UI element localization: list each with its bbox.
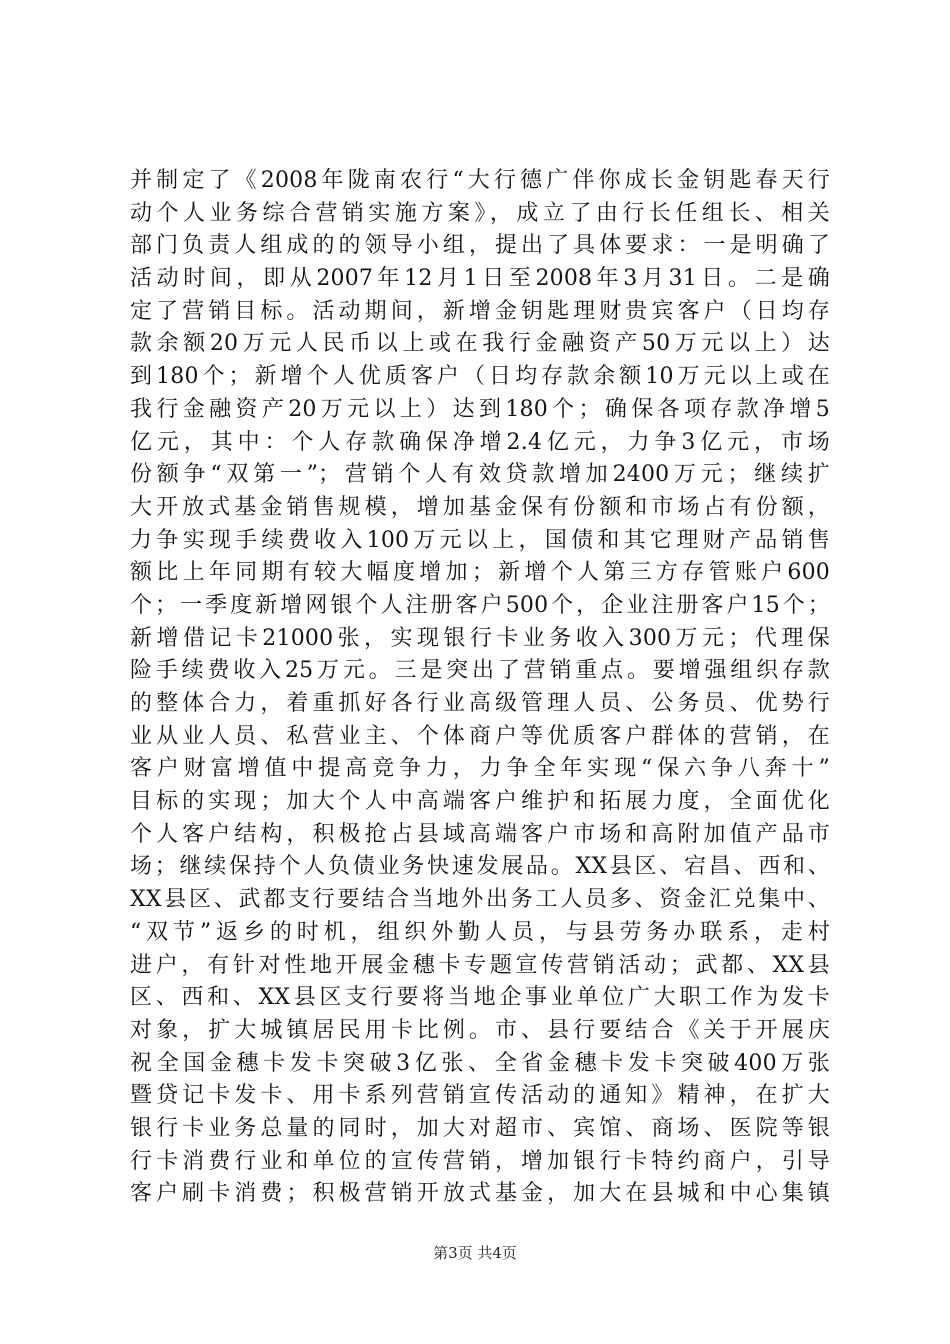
body-text — [130, 165, 830, 1211]
text-line: 客户刷卡消费；积极营销开放式基金，加大在县城和中心集镇 — [130, 1181, 830, 1207]
text-line: 个；一季度新增网银个人注册客户500个，企业注册客户15个； — [130, 592, 830, 618]
text-line: 并制定了《2008年陇南农行“大行德广伴你成长金钥匙春天行 — [130, 168, 830, 193]
text-line: 行卡消费行业和单位的宣传营销，增加银行卡特约商户，引导 — [130, 1148, 830, 1174]
text-line: 我行金融资产20万元以上）达到180个；确保各项存款净增5 — [130, 396, 830, 422]
text-line: 暨贷记卡发卡、用卡系列营销宣传活动的通知》精神，在扩大 — [130, 1083, 830, 1109]
text-line: 新增借记卡21000张，实现银行卡业务收入300万元；代理保 — [130, 625, 830, 651]
text-line: 大开放式基金销售规模，增加基金保有份额和市场占有份额， — [130, 494, 830, 520]
text-line: 定了营销目标。活动期间，新增金钥匙理财贵宾客户（日均存 — [130, 298, 830, 324]
text-line: 活动时间，即从2007年12月1日至2008年3月31日。二是确 — [130, 266, 830, 292]
text-line: 客户财富增值中提高竞争力，力争全年实现“保六争八奔十” — [130, 756, 830, 782]
text-line: 动个人业务综合营销实施方案》，成立了由行长任组长、相关 — [130, 200, 830, 226]
text-line: 进户，有针对性地开展金穗卡专题宣传营销活动；武都、XX县 — [130, 952, 830, 978]
text-line: 部门负责人组成的的领导小组，提出了具体要求：一是明确了 — [130, 233, 830, 259]
text-line: XX县区、武都支行要结合当地外出务工人员多、资金汇兑集中、 — [130, 887, 830, 913]
text-line: 力争实现手续费收入100万元以上，国债和其它理财产品销售 — [130, 527, 830, 553]
text-line: 目标的实现；加大个人中高端客户维护和拓展力度，全面优化 — [130, 789, 830, 815]
text-line: 个人客户结构，积极抢占县域高端客户市场和高附加值产品市 — [130, 821, 830, 847]
text-line: 份额争“双第一”；营销个人有效贷款增加2400万元；继续扩 — [130, 462, 830, 488]
text-line: 银行卡业务总量的同时，加大对超市、宾馆、商场、医院等银 — [130, 1115, 830, 1141]
page-footer: 第3页 共4页 — [433, 1244, 517, 1262]
text-line: 亿元，其中：个人存款确保净增2.4亿元，力争3亿元，市场 — [130, 429, 830, 455]
text-line: 额比上年同期有较大幅度增加；新增个人第三方存管账户600 — [130, 560, 830, 586]
text-line: 对象，扩大城镇居民用卡比例。市、县行要结合《关于开展庆 — [130, 1017, 830, 1043]
text-line: “双节”返乡的时机，组织外勤人员，与县劳务办联系，走村 — [130, 919, 830, 945]
text-line: 款余额20万元人民币以上或在我行金融资产50万元以上）达 — [130, 331, 830, 357]
text-line: 场；继续保持个人负债业务快速发展品。XX县区、宕昌、西和、 — [130, 854, 830, 880]
text-line: 险手续费收入25万元。三是突出了营销重点。要增强组织存款 — [130, 658, 830, 684]
text-line: 祝全国金穗卡发卡突破3亿张、全省金穗卡发卡突破400万张 — [130, 1050, 830, 1076]
text-line: 区、西和、XX县区支行要将当地企事业单位广大职工作为发卡 — [130, 985, 830, 1011]
text-line: 的整体合力，着重抓好各行业高级管理人员、公务员、优势行 — [130, 691, 830, 716]
text-line: 到180个；新增个人优质客户（日均存款余额10万元以上或在 — [130, 364, 830, 390]
text-line: 业从业人员、私营业主、个体商户等优质客户群体的营销，在 — [130, 723, 830, 749]
